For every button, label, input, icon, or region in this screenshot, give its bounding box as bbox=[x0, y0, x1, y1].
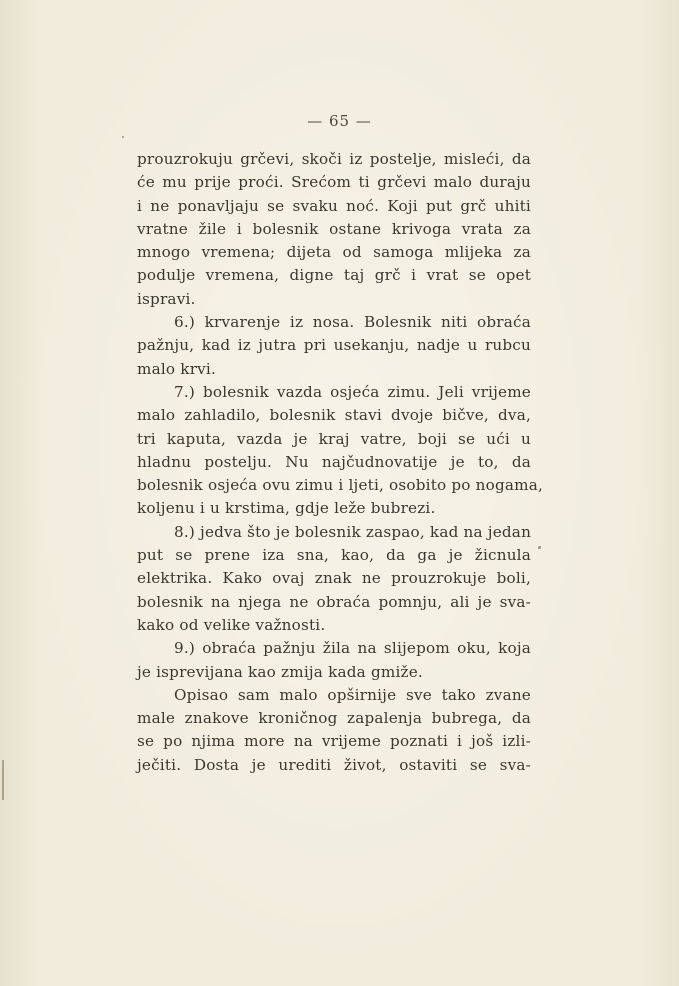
text-line: prouzrokuju grčevi, skoči iz postelje, misleći, da bbox=[137, 150, 531, 168]
text-line: se po njima more na vrijeme poznati i još izli- bbox=[137, 732, 531, 751]
text-line: tri kaputa, vazda je kraj vatre, boji se ući u bbox=[137, 429, 531, 448]
text-line: vratne žile i bolesnik ostane krivoga vrata za bbox=[137, 219, 531, 238]
text-line: podulje vremena, digne taj grč i vrat se opet bbox=[137, 266, 531, 285]
text-line: pažnju, kad iz jutra pri usekanju, nadje u rubcu bbox=[137, 336, 531, 355]
body-text bbox=[137, 148, 544, 777]
paper-speck bbox=[538, 546, 541, 549]
text-line: ječiti. Dosta je urediti život, ostaviti se sva- bbox=[137, 755, 531, 774]
text-line: malo krvi. bbox=[137, 359, 217, 378]
text-line: mnogo vremena; dijeta od samoga mlijeka za bbox=[137, 243, 531, 262]
text-line: koljenu i u krstima, gdje leže bubrezi. bbox=[137, 499, 436, 518]
text-line: ispravi. bbox=[137, 289, 196, 308]
text-line: kako od velike važnosti. bbox=[137, 615, 326, 634]
text-line: i ne ponavljaju se svaku noć. Koji put grč uhiti bbox=[137, 196, 531, 215]
text-line: malo zahladilo, bolesnik stavi dvoje bičve, dva, bbox=[137, 406, 531, 425]
page-edge-mark bbox=[2, 760, 4, 800]
text-line: hladnu postelju. Nu najčudnovatije je to, da bbox=[137, 452, 531, 471]
paper-speck bbox=[122, 136, 124, 138]
text-line: bolesnik osjeća ovu zimu i ljeti, osobito po nogama, bbox=[137, 476, 544, 495]
text-line: Opisao sam malo opširnije sve tako zvane bbox=[174, 685, 531, 704]
text-line: bolesnik na njega ne obraća pomnju, ali je sva- bbox=[137, 592, 531, 611]
text-line: male znakove kroničnog zapalenja bubrega, da bbox=[137, 709, 531, 728]
text-line: će mu prije proći. Srećom ti grčevi malo duraju bbox=[137, 173, 531, 192]
text-line: elektrika. Kako ovaj znak ne prouzrokuje boli, bbox=[137, 569, 531, 588]
text-line: 7.) bolesnik vazda osjeća zimu. Jeli vrijeme bbox=[174, 382, 531, 401]
page-number: — 65 — bbox=[307, 112, 372, 130]
text-line: 8.) jedva što je bolesnik zaspao, kad na jedan bbox=[174, 522, 532, 541]
text-line: 9.) obraća pažnju žila na slijepom oku, koja bbox=[174, 639, 531, 658]
text-line: put se prene iza sna, kao, da ga je žicnula bbox=[137, 546, 531, 565]
text-line: 6.) krvarenje iz nosa. Bolesnik niti obraća bbox=[174, 313, 531, 332]
text-line: je isprevijana kao zmija kada gmiže. bbox=[137, 662, 423, 681]
